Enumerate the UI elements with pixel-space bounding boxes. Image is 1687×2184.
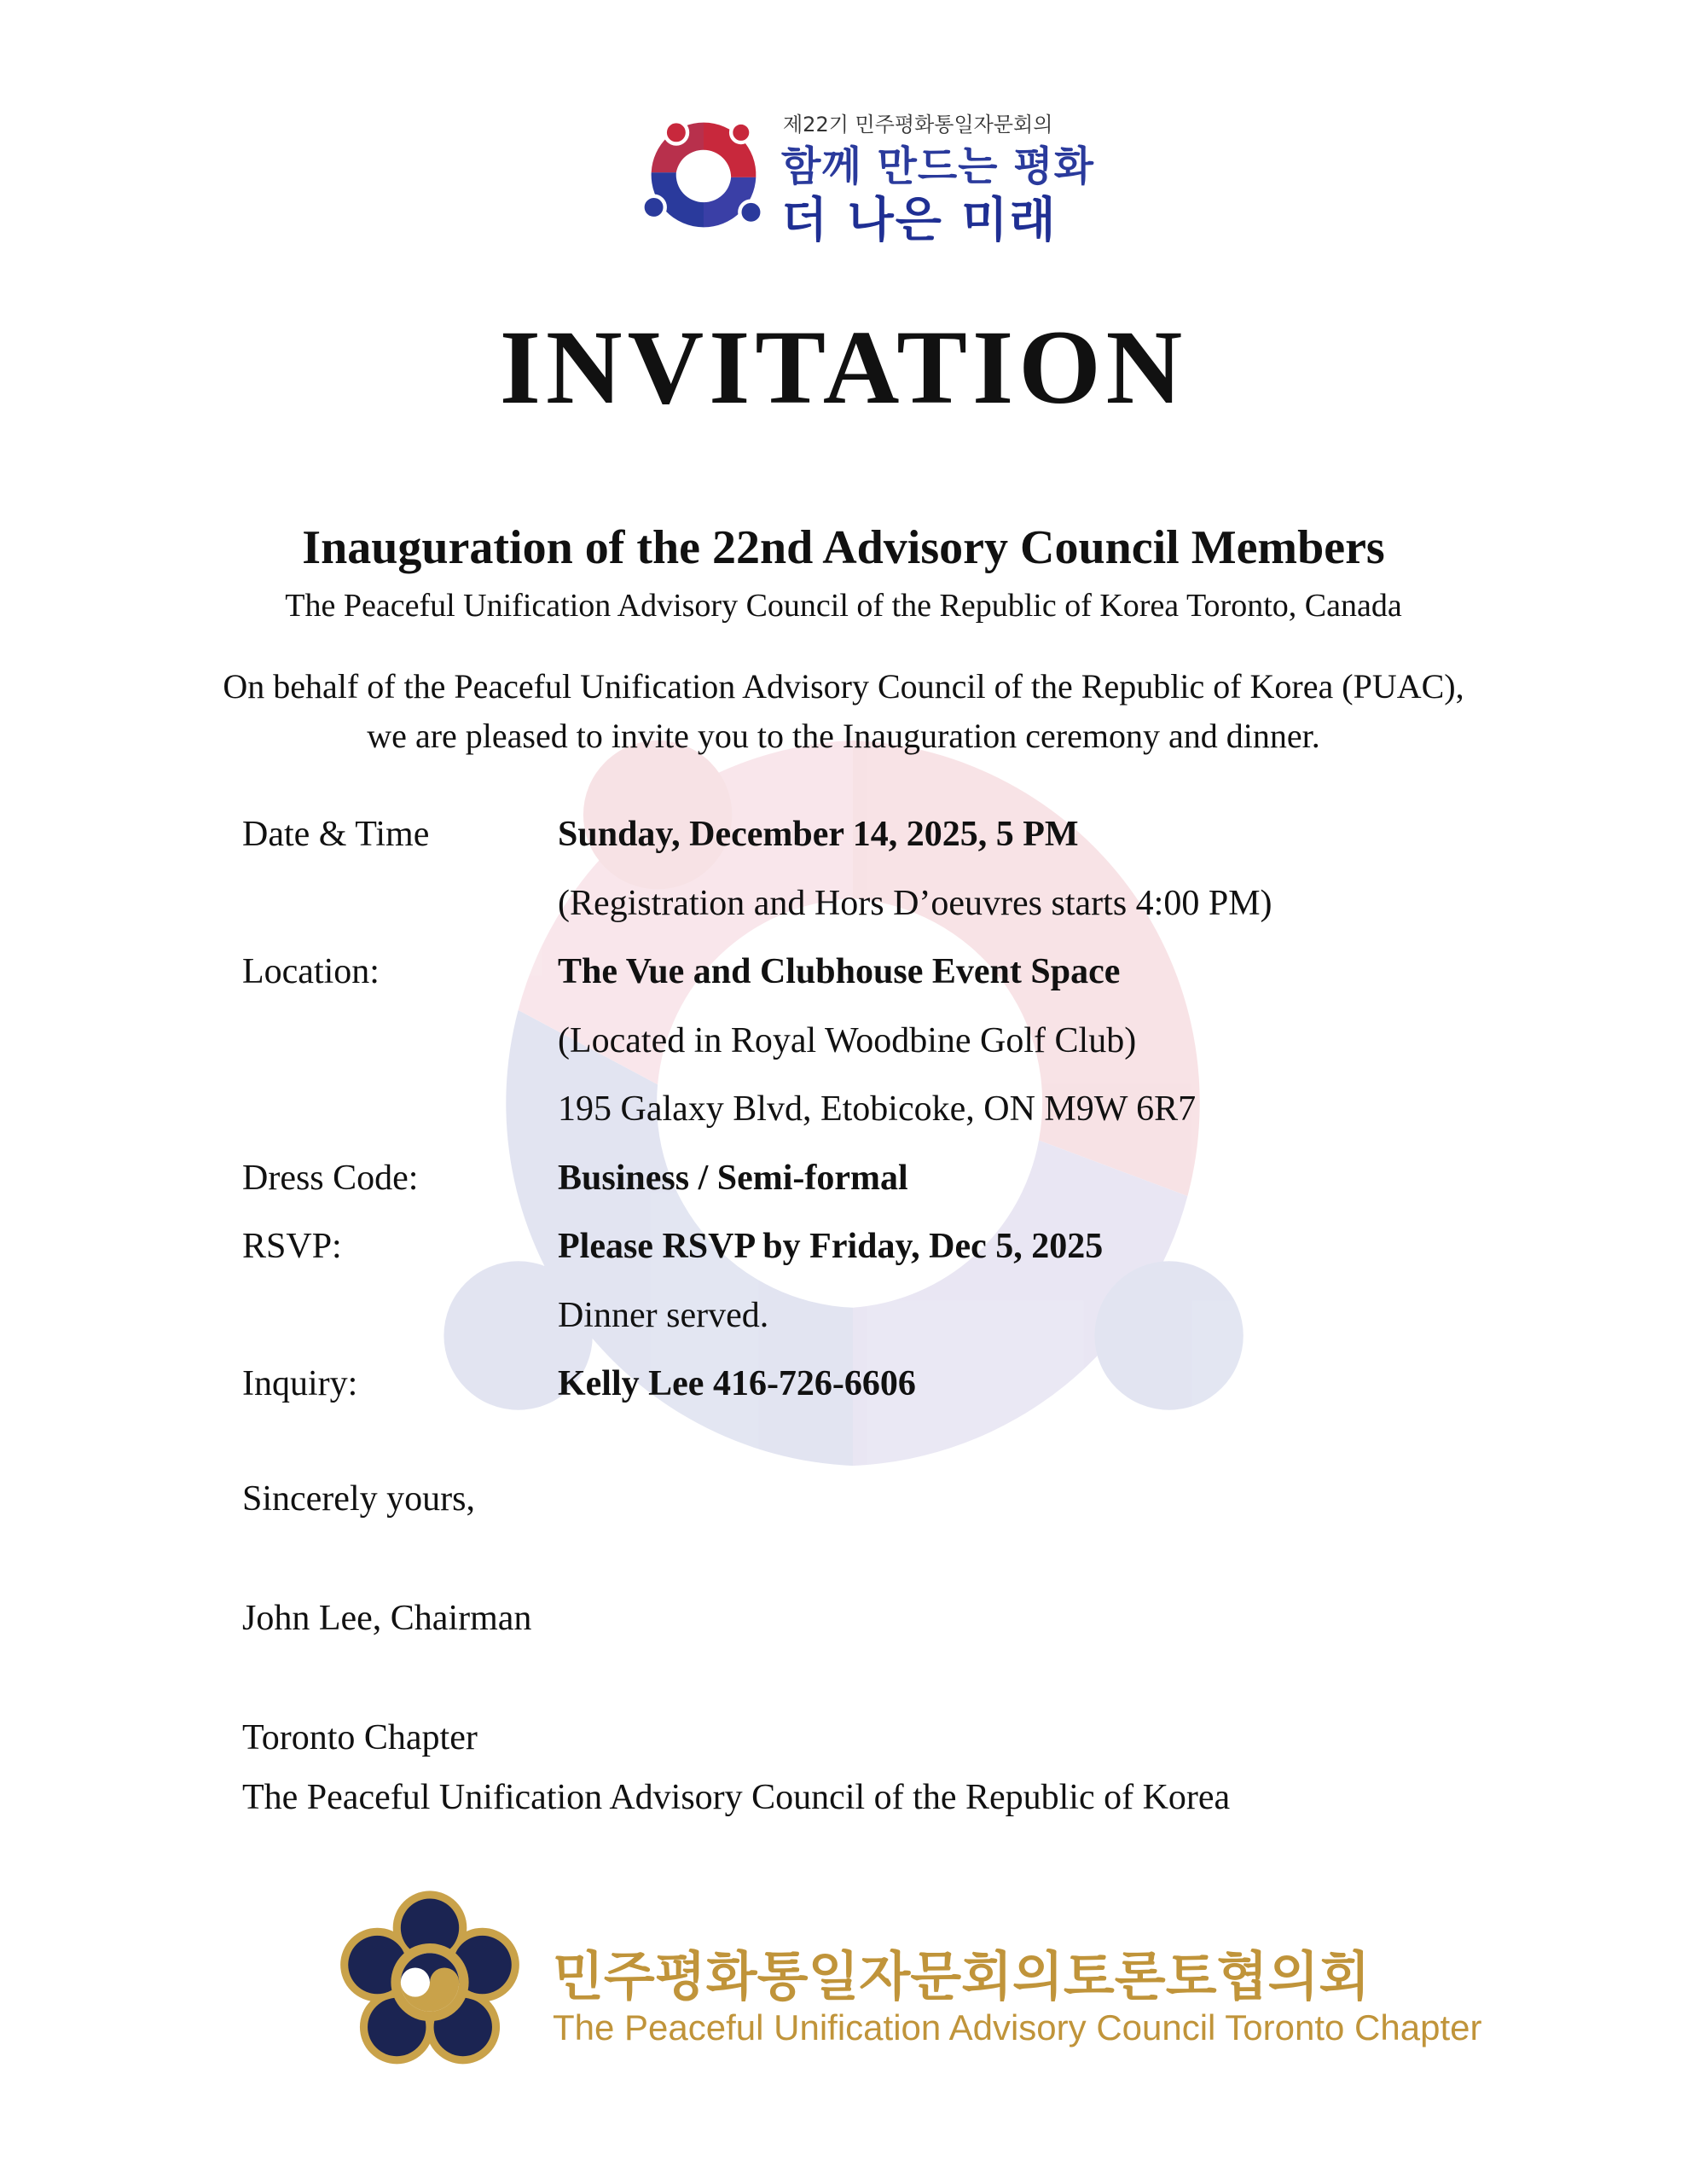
closing-signer: John Lee, Chairman <box>242 1599 532 1638</box>
detail-row-location <box>242 948 1522 1017</box>
swirl-logo-icon <box>641 113 766 237</box>
inquiry-label: Inquiry: <box>242 1364 358 1403</box>
dress-value: Business / Semi-formal <box>558 1158 908 1198</box>
page-title: INVITATION <box>499 309 1188 426</box>
footer-logo <box>333 1881 1482 2077</box>
closing-chapter: Toronto Chapter <box>242 1718 478 1757</box>
header-logo <box>641 107 1094 248</box>
footer-logo-korean: 민주평화통일자문회의토론토협의회 <box>553 1945 1371 2007</box>
detail-row-rsvp <box>242 1223 1522 1292</box>
location-note: (Located in Royal Woodbine Golf Club) <box>558 1020 1137 1060</box>
detail-row-inquiry <box>242 1360 1522 1429</box>
detail-row-address <box>242 1085 1522 1154</box>
location-label: Location: <box>242 952 380 991</box>
mugunghwa-emblem-icon <box>333 1881 527 2076</box>
footer-logo-english: The Peaceful Unification Advisory Council Toronto Chapter <box>553 2007 1482 2048</box>
header-logo-line1: 제22기 민주평화통일자문회의 <box>783 113 1053 136</box>
detail-row-date-note <box>242 880 1522 949</box>
date-note: (Registration and Hors D’oeuvres starts 4:00 PM) <box>558 883 1272 923</box>
dress-label: Dress Code: <box>242 1158 419 1198</box>
date-value: Sunday, December 14, 2025, 5 PM <box>558 815 1079 854</box>
rsvp-label: RSVP: <box>242 1227 342 1266</box>
closing-organization: The Peaceful Unification Advisory Council of the Republic of Korea <box>242 1778 1231 1817</box>
detail-row-rsvp-note <box>242 1292 1522 1361</box>
header-logo-line2: 함께 만드는 평화 <box>781 142 1094 190</box>
detail-row-location-note <box>242 1017 1522 1086</box>
date-label: Date & Time <box>242 815 430 854</box>
intro-paragraph <box>0 662 1687 761</box>
event-subtitle: Inauguration of the 22nd Advisory Council Members <box>302 521 1385 574</box>
closing-salutation: Sincerely yours, <box>242 1479 475 1519</box>
intro-line-1: On behalf of the Peaceful Unification Advisory Council of the Republic of Korea (PUAC), <box>223 667 1464 706</box>
header-logo-line3: 더 나은 미래 <box>781 193 1058 248</box>
location-address: 195 Galaxy Blvd, Etobicoke, ON M9W 6R7 <box>558 1089 1197 1129</box>
location-value: The Vue and Clubhouse Event Space <box>558 952 1121 991</box>
detail-row-dress <box>242 1154 1522 1223</box>
intro-line-2: we are pleased to invite you to the Inauguration ceremony and dinner. <box>367 717 1320 755</box>
rsvp-value: Please RSVP by Friday, Dec 5, 2025 <box>558 1227 1104 1266</box>
rsvp-note: Dinner served. <box>558 1295 769 1335</box>
detail-row-date <box>242 810 1522 880</box>
event-details <box>242 810 1522 1429</box>
organization-line: The Peaceful Unification Advisory Council of the Republic of Korea Toronto, Canada <box>285 588 1402 624</box>
inquiry-value: Kelly Lee 416-726-6606 <box>558 1364 916 1403</box>
